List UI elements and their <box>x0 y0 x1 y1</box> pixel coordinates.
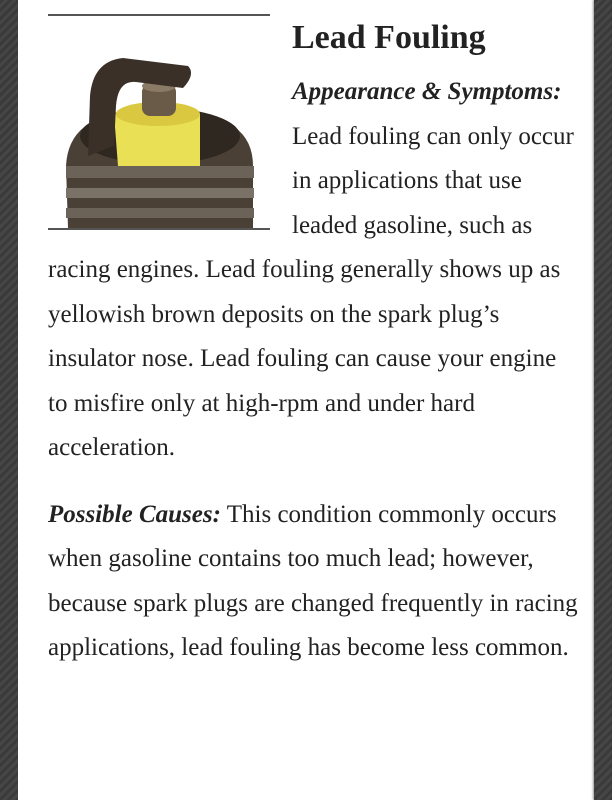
spark-plug-lead-fouled-icon <box>48 16 270 228</box>
left-page-border <box>0 0 18 800</box>
appearance-text: Lead fouling can only occur in applications that use leaded gasoline, such as racing engines. Lead fouling generally shows up as yellowish brown deposits on the spark plug’s insulator nose. Lead fouling can cause your engine to misfire only at high-rpm and under hard acceleration. <box>48 122 574 461</box>
article-title: Lead Fouling <box>292 19 486 56</box>
causes-paragraph <box>48 493 578 671</box>
appearance-label: Appearance & Symptoms: <box>292 78 562 105</box>
causes-text: This condition commonly occurs when gasoline contains too much lead; however, because spark plugs are changed frequently in racing applications, lead fouling has become less common. <box>48 500 578 661</box>
right-page-border <box>594 0 612 800</box>
causes-label: Possible Causes: <box>48 500 221 528</box>
spark-plug-image <box>48 14 270 230</box>
article <box>48 14 578 693</box>
